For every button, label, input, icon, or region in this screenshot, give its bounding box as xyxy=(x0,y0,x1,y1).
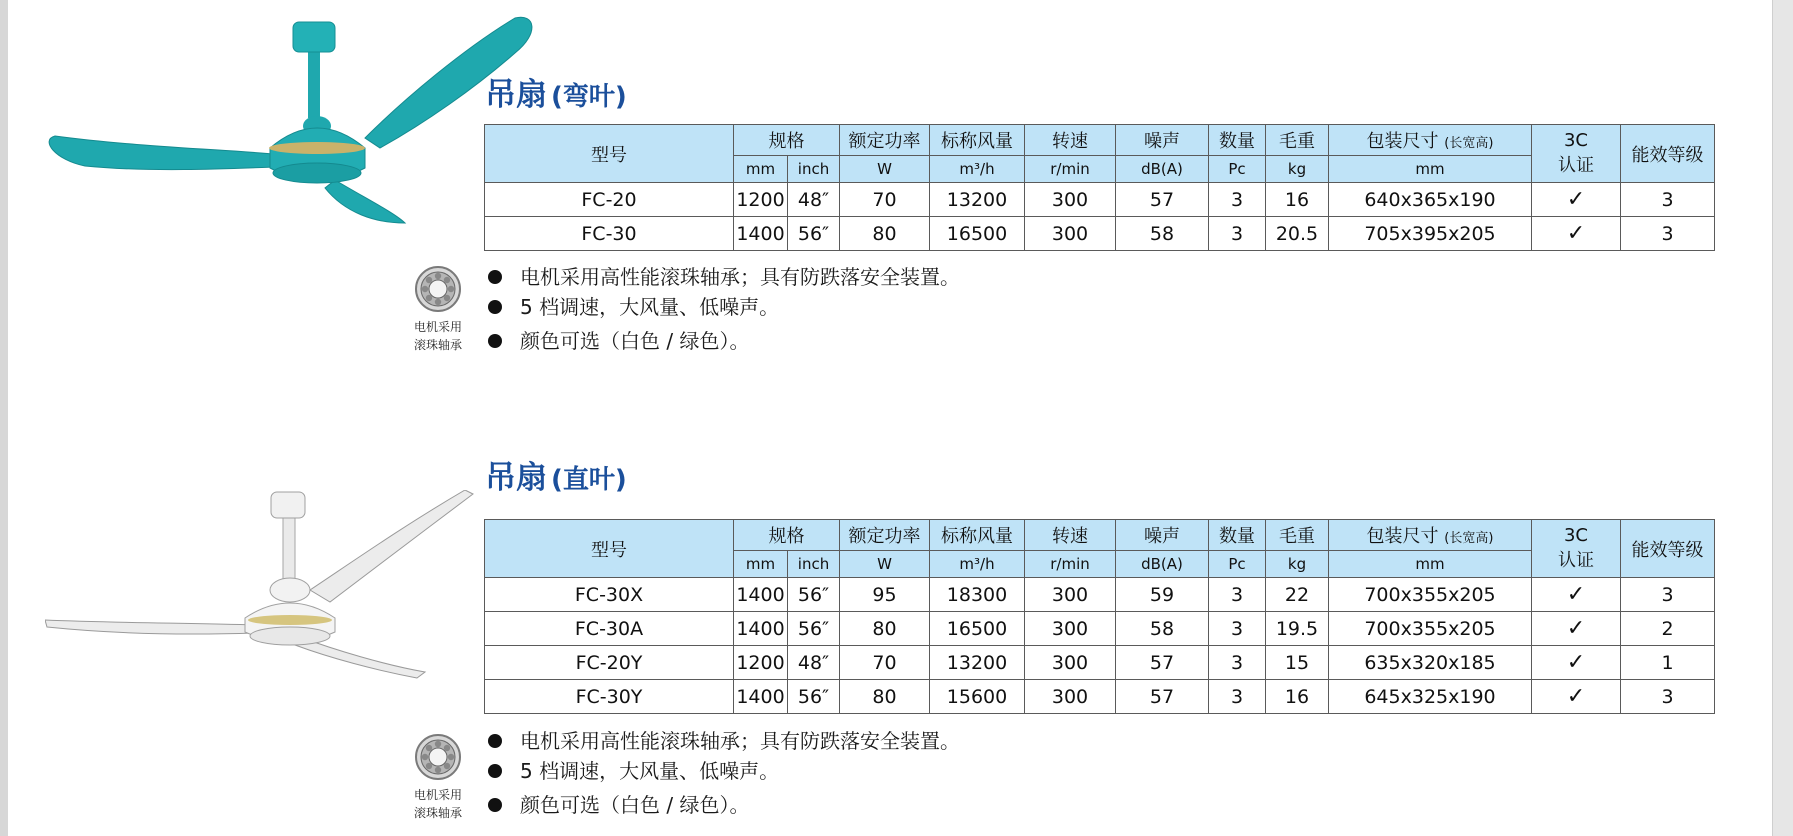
cell-qty: 3 xyxy=(1209,578,1266,612)
cell-model: FC-30X xyxy=(485,578,734,612)
unit-noise: dB(A) xyxy=(1116,551,1209,578)
unit-power: W xyxy=(840,551,930,578)
header-airflow: 标称风量 xyxy=(930,520,1025,551)
cell-power: 80 xyxy=(840,680,930,714)
cell-speed: 300 xyxy=(1025,680,1116,714)
header-weight: 毛重 xyxy=(1266,520,1329,551)
cell-power: 70 xyxy=(840,646,930,680)
cell-energy: 3 xyxy=(1621,217,1715,251)
checkmark-icon: ✓ xyxy=(1566,187,1586,212)
unit-mm: mm xyxy=(734,551,788,578)
header-energy: 能效等级 xyxy=(1621,520,1715,578)
cell-model: FC-30Y xyxy=(485,680,734,714)
checkmark-icon: ✓ xyxy=(1566,650,1586,675)
cell-energy: 3 xyxy=(1621,183,1715,217)
cell-speed: 300 xyxy=(1025,217,1116,251)
header-cert-bottom: 认证 xyxy=(1558,550,1594,571)
cell-inch: 48″ xyxy=(788,183,840,217)
feature-text: 电机采用高性能滚珠轴承；具有防跌落安全装置。 xyxy=(520,729,960,753)
feature-item xyxy=(488,292,960,322)
unit-weight: kg xyxy=(1266,156,1329,183)
unit-qty: Pc xyxy=(1209,156,1266,183)
cell-mm: 1400 xyxy=(734,578,788,612)
header-package-note: (长宽高) xyxy=(1444,531,1494,546)
table-row xyxy=(485,680,1715,714)
feature-item xyxy=(488,326,960,356)
cell-package: 700x355x205 xyxy=(1329,612,1532,646)
cell-package: 635x320x185 xyxy=(1329,646,1532,680)
cell-noise: 58 xyxy=(1116,612,1209,646)
header-spec: 规格 xyxy=(734,520,840,551)
feature-text: 5 档调速，大风量、低噪声。 xyxy=(520,759,780,783)
header-speed: 转速 xyxy=(1025,520,1116,551)
unit-airflow: m³/h xyxy=(930,156,1025,183)
cell-noise: 58 xyxy=(1116,217,1209,251)
bullet-dot-icon xyxy=(488,798,502,812)
cell-power: 80 xyxy=(840,612,930,646)
cell-qty: 3 xyxy=(1209,217,1266,251)
unit-airflow: m³/h xyxy=(930,551,1025,578)
header-energy: 能效等级 xyxy=(1621,125,1715,183)
header-package xyxy=(1329,125,1532,156)
bearing-badge xyxy=(408,264,468,354)
bullet-dot-icon xyxy=(488,300,502,314)
cell-airflow: 18300 xyxy=(930,578,1025,612)
header-speed: 转速 xyxy=(1025,125,1116,156)
unit-package: mm xyxy=(1329,551,1532,578)
header-cert-top: 3C xyxy=(1563,525,1589,546)
feature-text: 电机采用高性能滚珠轴承；具有防跌落安全装置。 xyxy=(520,265,960,289)
cell-power: 70 xyxy=(840,183,930,217)
ball-bearing-icon xyxy=(413,264,463,314)
feature-list xyxy=(488,262,960,356)
title-main: 吊扇 xyxy=(485,77,547,113)
cell-speed: 300 xyxy=(1025,183,1116,217)
cell-cert xyxy=(1532,646,1621,680)
header-qty: 数量 xyxy=(1209,125,1266,156)
cell-speed: 300 xyxy=(1025,578,1116,612)
feature-item xyxy=(488,262,960,292)
bearing-caption-line1: 电机采用 xyxy=(413,788,462,802)
title-main: 吊扇 xyxy=(485,460,547,496)
table-row xyxy=(485,646,1715,680)
cell-inch: 56″ xyxy=(788,578,840,612)
spec-table-body xyxy=(485,183,1715,251)
cell-airflow: 15600 xyxy=(930,680,1025,714)
cell-weight: 20.5 xyxy=(1266,217,1329,251)
header-power: 额定功率 xyxy=(840,125,930,156)
cell-qty: 3 xyxy=(1209,680,1266,714)
cell-cert xyxy=(1532,680,1621,714)
unit-power: W xyxy=(840,156,930,183)
cell-mm: 1400 xyxy=(734,612,788,646)
feature-item xyxy=(488,726,960,756)
header-model: 型号 xyxy=(485,520,734,578)
title-sub: (直叶) xyxy=(551,465,627,495)
cell-noise: 57 xyxy=(1116,680,1209,714)
spec-table-body xyxy=(485,578,1715,714)
feature-text: 5 档调速，大风量、低噪声。 xyxy=(520,295,780,319)
cell-qty: 3 xyxy=(1209,646,1266,680)
header-qty: 数量 xyxy=(1209,520,1266,551)
cell-inch: 48″ xyxy=(788,646,840,680)
cell-mm: 1400 xyxy=(734,680,788,714)
unit-speed: r/min xyxy=(1025,156,1116,183)
header-noise: 噪声 xyxy=(1116,520,1209,551)
header-model: 型号 xyxy=(485,125,734,183)
cell-energy: 3 xyxy=(1621,578,1715,612)
cell-energy: 3 xyxy=(1621,680,1715,714)
cell-cert xyxy=(1532,217,1621,251)
unit-inch: inch xyxy=(788,551,840,578)
bullet-dot-icon xyxy=(488,270,502,284)
header-package-label: 包装尺寸 xyxy=(1366,131,1439,152)
checkmark-icon: ✓ xyxy=(1566,684,1586,709)
header-cert-top: 3C xyxy=(1563,130,1589,151)
header-spec: 规格 xyxy=(734,125,840,156)
cell-qty: 3 xyxy=(1209,183,1266,217)
bearing-badge xyxy=(408,732,468,822)
feature-item xyxy=(488,790,960,820)
cell-weight: 22 xyxy=(1266,578,1329,612)
cell-package: 640x365x190 xyxy=(1329,183,1532,217)
feature-text: 颜色可选（白色 / 绿色）。 xyxy=(520,329,750,353)
spec-table xyxy=(484,519,1715,714)
header-package-label: 包装尺寸 xyxy=(1366,526,1439,547)
table-row xyxy=(485,578,1715,612)
header-power: 额定功率 xyxy=(840,520,930,551)
unit-package: mm xyxy=(1329,156,1532,183)
table-row xyxy=(485,183,1715,217)
cell-weight: 16 xyxy=(1266,183,1329,217)
cell-package: 645x325x190 xyxy=(1329,680,1532,714)
bearing-caption-line2: 滚珠轴承 xyxy=(413,338,462,352)
feature-list xyxy=(488,726,960,820)
unit-speed: r/min xyxy=(1025,551,1116,578)
bullet-dot-icon xyxy=(488,764,502,778)
header-weight: 毛重 xyxy=(1266,125,1329,156)
checkmark-icon: ✓ xyxy=(1566,616,1586,641)
cell-mm: 1200 xyxy=(734,183,788,217)
cell-inch: 56″ xyxy=(788,217,840,251)
cell-cert xyxy=(1532,578,1621,612)
bearing-caption-line2: 滚珠轴承 xyxy=(413,806,462,820)
cell-power: 95 xyxy=(840,578,930,612)
table-row xyxy=(485,612,1715,646)
header-airflow: 标称风量 xyxy=(930,125,1025,156)
cell-package: 705x395x205 xyxy=(1329,217,1532,251)
cell-weight: 16 xyxy=(1266,680,1329,714)
title-sub: (弯叶) xyxy=(551,82,627,112)
spec-table xyxy=(484,124,1715,251)
cell-speed: 300 xyxy=(1025,646,1116,680)
feature-item xyxy=(488,756,960,786)
cell-cert xyxy=(1532,612,1621,646)
checkmark-icon: ✓ xyxy=(1566,221,1586,246)
cell-speed: 300 xyxy=(1025,612,1116,646)
cell-weight: 15 xyxy=(1266,646,1329,680)
header-package xyxy=(1329,520,1532,551)
unit-noise: dB(A) xyxy=(1116,156,1209,183)
feature-text: 颜色可选（白色 / 绿色）。 xyxy=(520,793,750,817)
cell-noise: 59 xyxy=(1116,578,1209,612)
ball-bearing-icon xyxy=(413,732,463,782)
cell-package: 700x355x205 xyxy=(1329,578,1532,612)
cell-qty: 3 xyxy=(1209,612,1266,646)
section-title xyxy=(485,458,627,500)
cell-mm: 1400 xyxy=(734,217,788,251)
header-cert-bottom: 认证 xyxy=(1558,155,1594,176)
cell-airflow: 16500 xyxy=(930,217,1025,251)
cell-inch: 56″ xyxy=(788,680,840,714)
cell-model: FC-20 xyxy=(485,183,734,217)
cell-model: FC-30A xyxy=(485,612,734,646)
checkmark-icon: ✓ xyxy=(1566,582,1586,607)
ceiling-fan-icon xyxy=(45,8,535,228)
cell-cert xyxy=(1532,183,1621,217)
header-cert xyxy=(1532,520,1621,578)
cell-power: 80 xyxy=(840,217,930,251)
cell-mm: 1200 xyxy=(734,646,788,680)
header-noise: 噪声 xyxy=(1116,125,1209,156)
bearing-caption-line1: 电机采用 xyxy=(413,320,462,334)
unit-inch: inch xyxy=(788,156,840,183)
unit-weight: kg xyxy=(1266,551,1329,578)
table-row xyxy=(485,217,1715,251)
cell-airflow: 13200 xyxy=(930,646,1025,680)
cell-energy: 1 xyxy=(1621,646,1715,680)
cell-noise: 57 xyxy=(1116,646,1209,680)
header-cert xyxy=(1532,125,1621,183)
header-package-note: (长宽高) xyxy=(1444,136,1494,151)
cell-weight: 19.5 xyxy=(1266,612,1329,646)
page-edge-right xyxy=(1772,0,1793,836)
cell-noise: 57 xyxy=(1116,183,1209,217)
cell-model: FC-20Y xyxy=(485,646,734,680)
cell-inch: 56″ xyxy=(788,612,840,646)
bullet-dot-icon xyxy=(488,734,502,748)
cell-airflow: 16500 xyxy=(930,612,1025,646)
unit-mm: mm xyxy=(734,156,788,183)
page-edge-left xyxy=(0,0,8,836)
ceiling-fan-icon xyxy=(45,490,475,680)
cell-airflow: 13200 xyxy=(930,183,1025,217)
bullet-dot-icon xyxy=(488,334,502,348)
cell-energy: 2 xyxy=(1621,612,1715,646)
unit-qty: Pc xyxy=(1209,551,1266,578)
cell-model: FC-30 xyxy=(485,217,734,251)
section-title xyxy=(485,75,627,117)
